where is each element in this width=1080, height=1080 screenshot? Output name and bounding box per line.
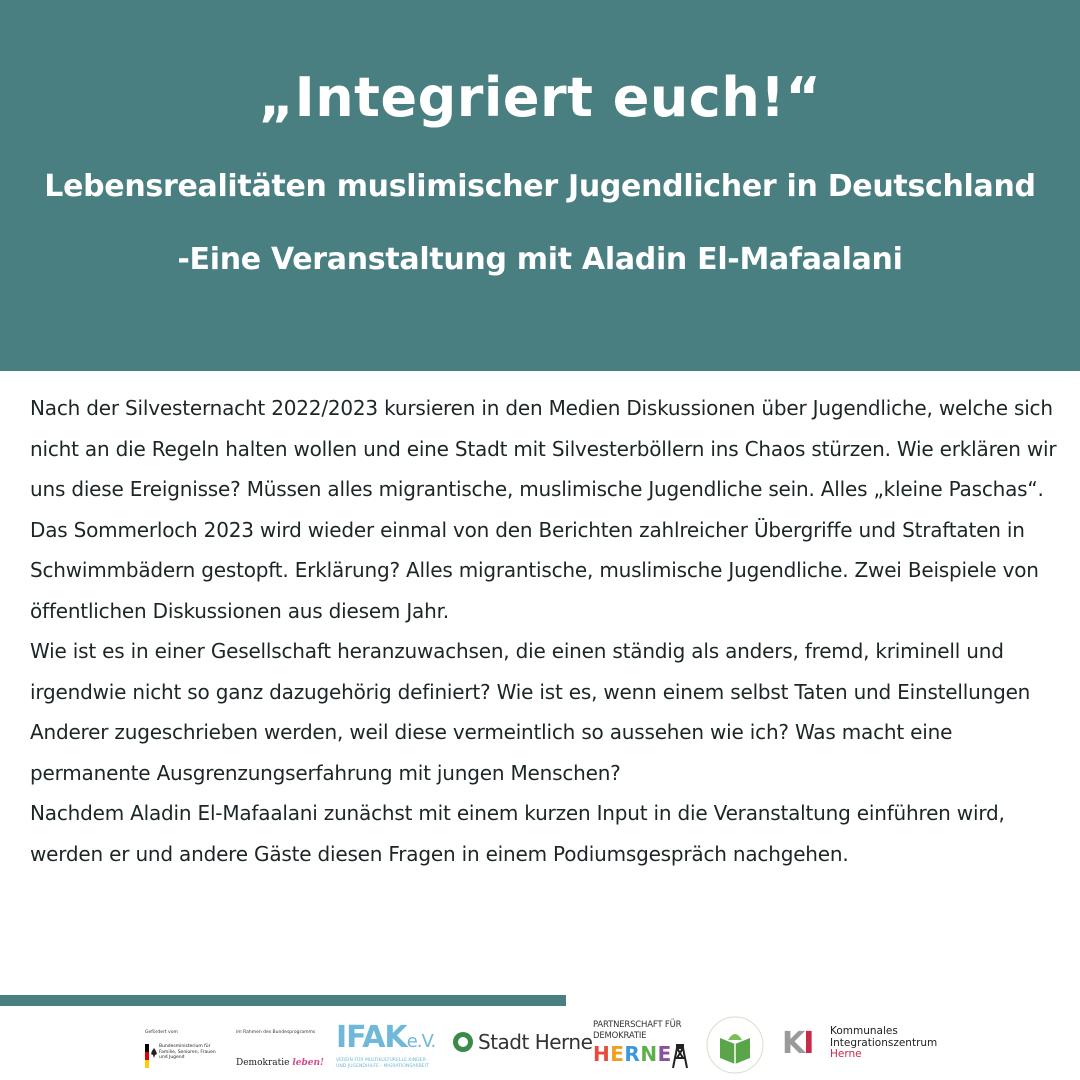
ifak-ev: e.V.	[406, 1031, 436, 1052]
ki-line-1: Kommunales	[830, 1025, 898, 1037]
stadt-herne-logo	[453, 1030, 593, 1060]
page-title: „Integriert euch!“	[258, 66, 822, 129]
description-text	[30, 388, 1060, 874]
demokratie-leben-wordmark	[236, 1058, 324, 1068]
demokratie-word: Demokratie	[236, 1058, 290, 1068]
sponsor-logos	[0, 1010, 1080, 1080]
divider-bar	[0, 995, 566, 1006]
demokratie-leben-logo	[236, 1030, 326, 1076]
ifak-wordmark	[336, 1020, 435, 1055]
islamische-gemeinde-logo	[704, 1014, 766, 1076]
islamische-gemeinde-emblem-icon	[704, 1014, 766, 1076]
subtitle-line-2: -Eine Veranstaltung mit Aladin El-Mafaalani	[177, 242, 903, 277]
ifak-name: IFAK	[336, 1020, 407, 1055]
ifak-logo	[336, 1018, 436, 1080]
herne-emblem-icon	[453, 1032, 473, 1052]
german-flag-icon	[145, 1044, 149, 1068]
header-banner	[0, 0, 1080, 371]
ifak-subtitle: VEREIN FÜR MULTIKULTURELLE KINDER- UND JUGENDHILFE - MIGRATIONSARBEIT	[336, 1058, 429, 1069]
ki-line-3: Herne	[830, 1048, 862, 1060]
paragraph-1: Nach der Silvesternacht 2022/2023 kursieren in den Medien Diskussionen über Jugendliche, welche sich nicht an die Regeln halten wollen und eine Stadt mit Silvesterböllern ins Chaos stürzen. Wie erklären wir uns diese Ereignisse? Müssen alles migrantische, muslimische Jugendliche sein. Alles „kleine Paschas“. Das Sommerloch 2023 wird wieder einmal von den Berichten zahlreicher Übergriffe und Straftaten in Schwimmbädern gestopft. Erklärung? Alles migrantische, muslimische Jugendliche. Zwei Beispiele von öffentlichen Diskussionen aus diesem Jahr.	[30, 396, 1057, 623]
subtitle-line-1: Lebensrealitäten muslimischer Jugendlicher in Deutschland	[44, 169, 1036, 204]
partner-line-1: PARTNERSCHAFT FÜR	[593, 1020, 682, 1030]
kommunales-integrationszentrum-logo	[782, 1026, 942, 1070]
demokratie-program-label: im Rahmen des Bundesprogramms	[236, 1030, 316, 1035]
federal-eagle-icon	[151, 1048, 157, 1058]
bmfsfj-funded-label: Gefördert vom	[145, 1030, 178, 1035]
leben-word: leben!	[292, 1058, 324, 1068]
ki-text	[830, 1026, 937, 1061]
partnerschaft-demokratie-logo	[593, 1020, 689, 1076]
paragraph-3: Nachdem Aladin El-Mafaalani zunächst mit einem kurzen Input in die Veranstaltung einführen wird, werden er und andere Gäste diesen Fragen in einem Podiumsgespräch nachgehen.	[30, 801, 1005, 866]
stadt-herne-text: Stadt Herne	[478, 1030, 593, 1054]
bmfsfj-logo	[145, 1030, 225, 1076]
partner-herne: HERNE	[593, 1042, 672, 1066]
ki-mark-icon: KI	[782, 1026, 813, 1061]
partner-line-2: DEMOKRATIE	[593, 1031, 647, 1041]
bmfsfj-name: Bundesministerium für Familie, Senioren, Frauen und Jugend	[159, 1044, 216, 1060]
paragraph-2: Wie ist es in einer Gesellschaft heranzuwachsen, die einen ständig als anders, fremd, kriminell und irgendwie nicht so ganz dazugehörig definiert? Wie ist es, wenn einem selbst Taten und Einstellungen Anderer zugeschrieben werden, weil diese vermeintlich so aussehen wie ich? Was macht eine permanente Ausgrenzungserfahrung mit jungen Menschen?	[30, 639, 1031, 785]
mining-tower-icon	[671, 1044, 689, 1068]
ki-line-2: Integrationszentrum	[830, 1036, 938, 1049]
